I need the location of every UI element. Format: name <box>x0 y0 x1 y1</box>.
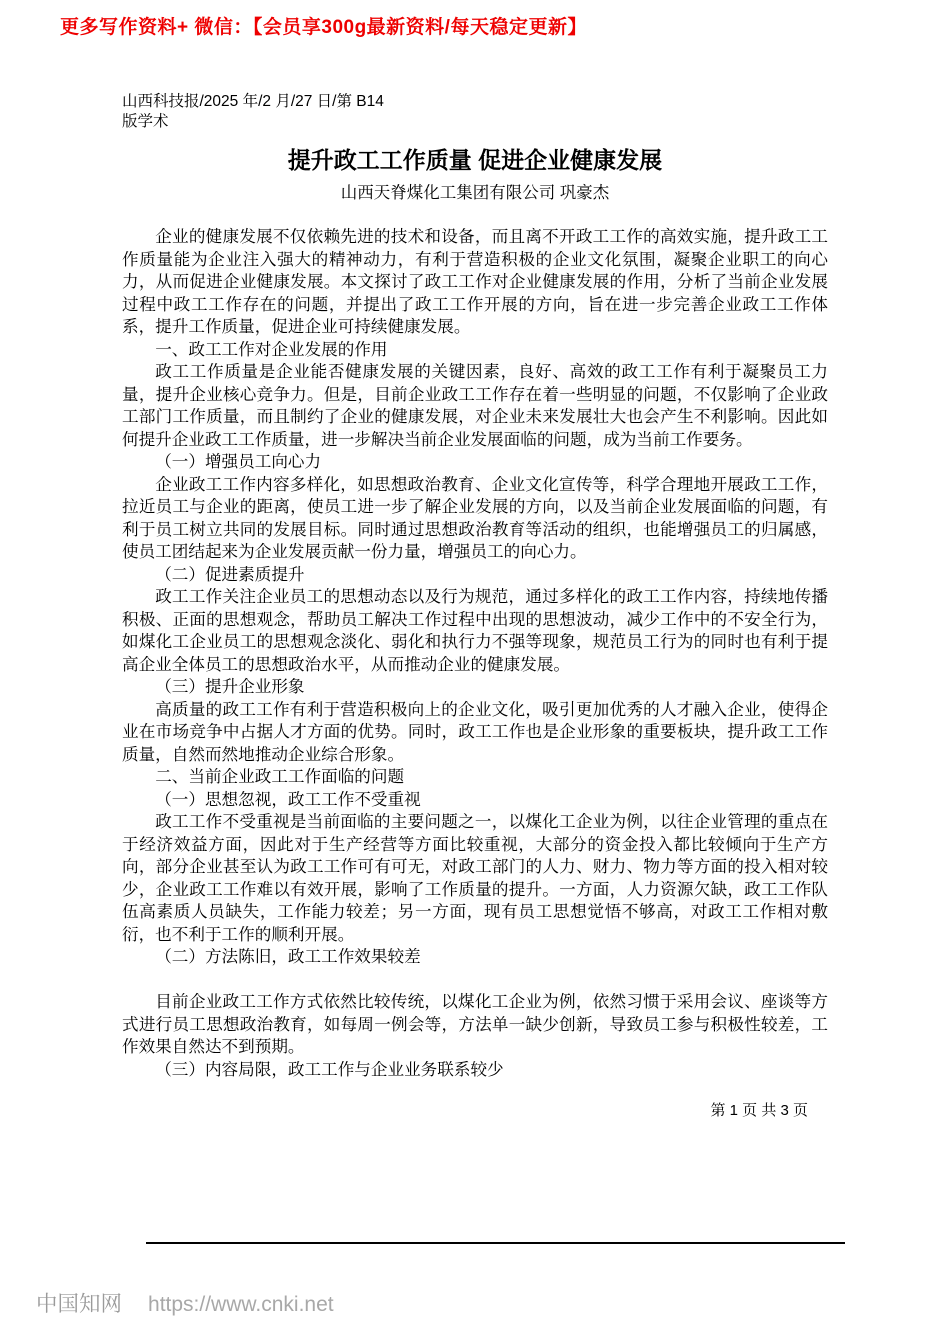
cnki-logo-text: 中国知网 <box>36 1292 123 1316</box>
promo-banner: 更多写作资料+ 微信：【会员享300g最新资料/每天稳定更新】 <box>60 17 587 38</box>
body-paragraph: 目前企业政工工作方式依然比较传统，以煤化工企业为例，依然习惯于采用会议、座谈等方式进行员工思想政治教育，如每周一例会等，方法单一缺少创新，导致员工参与积极性较差，工作效果自然达不到预期。 <box>122 992 828 1056</box>
publication-info-line2: 版学术 <box>122 113 169 130</box>
body-paragraph: 企业的健康发展不仅依赖先进的技术和设备，而且离不开政工工作的高效实施，提升政工工作质量能为企业注入强大的精神动力，有利于营造积极的企业文化氛围，凝聚企业职工的向心力，从而促进企业健康发展。本文探讨了政工工作对企业健康发展的作用，分析了当前企业发展过程中政工工作存在的问题，并提出了政工工作开展的方向，旨在进一步完善企业政工工作体系，提升工作质量，促进企业可持续健康发展。 <box>122 227 828 336</box>
publication-info <box>122 92 828 132</box>
article-body <box>122 226 828 1081</box>
section-heading: （一）增强员工向心力 <box>155 452 322 471</box>
article-author: 山西天脊煤化工集团有限公司 巩豪杰 <box>340 184 610 202</box>
section-heading: （二）促进素质提升 <box>155 564 305 584</box>
article-content <box>122 92 828 1121</box>
body-paragraph: 政工工作质量是企业能否健康发展的关键因素，良好、高效的政工工作有利于凝聚员工力量，提升企业核心竞争力。但是，目前企业政工工作存在着一些明显的问题，不仅影响了企业政工部门工作质量，而且制约了企业的健康发展，对企业未来发展壮大也会产生不利影响。因此如何提升企业政工工作质量，进一步解决当前企业发展面临的问题，成为当前工作要务。 <box>122 362 828 449</box>
section-heading: （三）内容局限，政工工作与企业业务联系较少 <box>155 1059 504 1079</box>
section-heading: 二、当前企业政工工作面临的问题 <box>155 767 405 786</box>
body-paragraph: 高质量的政工工作有利于营造积极向上的企业文化，吸引更加优秀的人才融入企业，使得企业在市场竞争中占据人才方面的优势。同时，政工工作也是企业形象的重要板块，提升政工工作质量，自然而然地推动企业综合形象。 <box>122 699 828 764</box>
publication-info-line1: 山西科技报/2025 年/2 月/27 日/第 B14 <box>122 93 384 110</box>
page-number: 第 1 页 共 3 页 <box>710 1102 808 1119</box>
body-paragraph: 政工工作不受重视是当前面临的主要问题之一，以煤化工企业为例，以往企业管理的重点在于经济效益方面，因此对于生产经营等方面比较重视，大部分的资金投入都比较倾向于生产方向，部分企业甚至认为政工工作可有可无，对政工部门的人力、财力、物力等方面的投入相对较少，企业政工工作难以有效开展，影响了工作质量的提升。一方面，人力资源欠缺，政工工作队伍高素质人员缺失，工作能力较差；另一方面，现有员工思想觉悟不够高，对政工工作相对敷衍，也不利于工作的顺利开展。 <box>122 812 828 944</box>
section-heading: （三）提升企业形象 <box>155 677 305 696</box>
cnki-watermark <box>36 1290 334 1319</box>
cnki-url: https://www.cnki.net <box>148 1293 334 1316</box>
section-heading: （一）思想忽视，政工工作不受重视 <box>155 789 421 809</box>
section-heading: 一、政工工作对企业发展的作用 <box>155 339 388 359</box>
footer-divider <box>146 1242 845 1244</box>
section-heading: （二）方法陈旧，政工工作效果较差 <box>155 947 421 966</box>
body-paragraph: 企业政工工作内容多样化，如思想政治教育、企业文化宣传等，科学合理地开展政工工作，拉近员工与企业的距离，使员工进一步了解企业发展的方向，以及当前企业发展面临的问题，有利于员工树立共同的发展目标。同时通过思想政治教育等活动的组织，也能增强员工的归属感，使员工团结起来为企业发展贡献一份力量，增强员工的向心力。 <box>122 474 828 561</box>
article-title: 提升政工工作质量 促进企业健康发展 <box>287 147 663 173</box>
blank-line <box>122 969 828 992</box>
body-paragraph: 政工工作关注企业员工的思想动态以及行为规范，通过多样化的政工工作内容，持续地传播积极、正面的思想观念，帮助员工解决工作过程中出现的思想波动，减少工作中的不安全行为，如煤化工企业员工的思想观念淡化、弱化和执行力不强等现象，规范员工行为的同时也有利于提高企业全体员工的思想政治水平，从而推动企业的健康发展。 <box>122 587 828 674</box>
